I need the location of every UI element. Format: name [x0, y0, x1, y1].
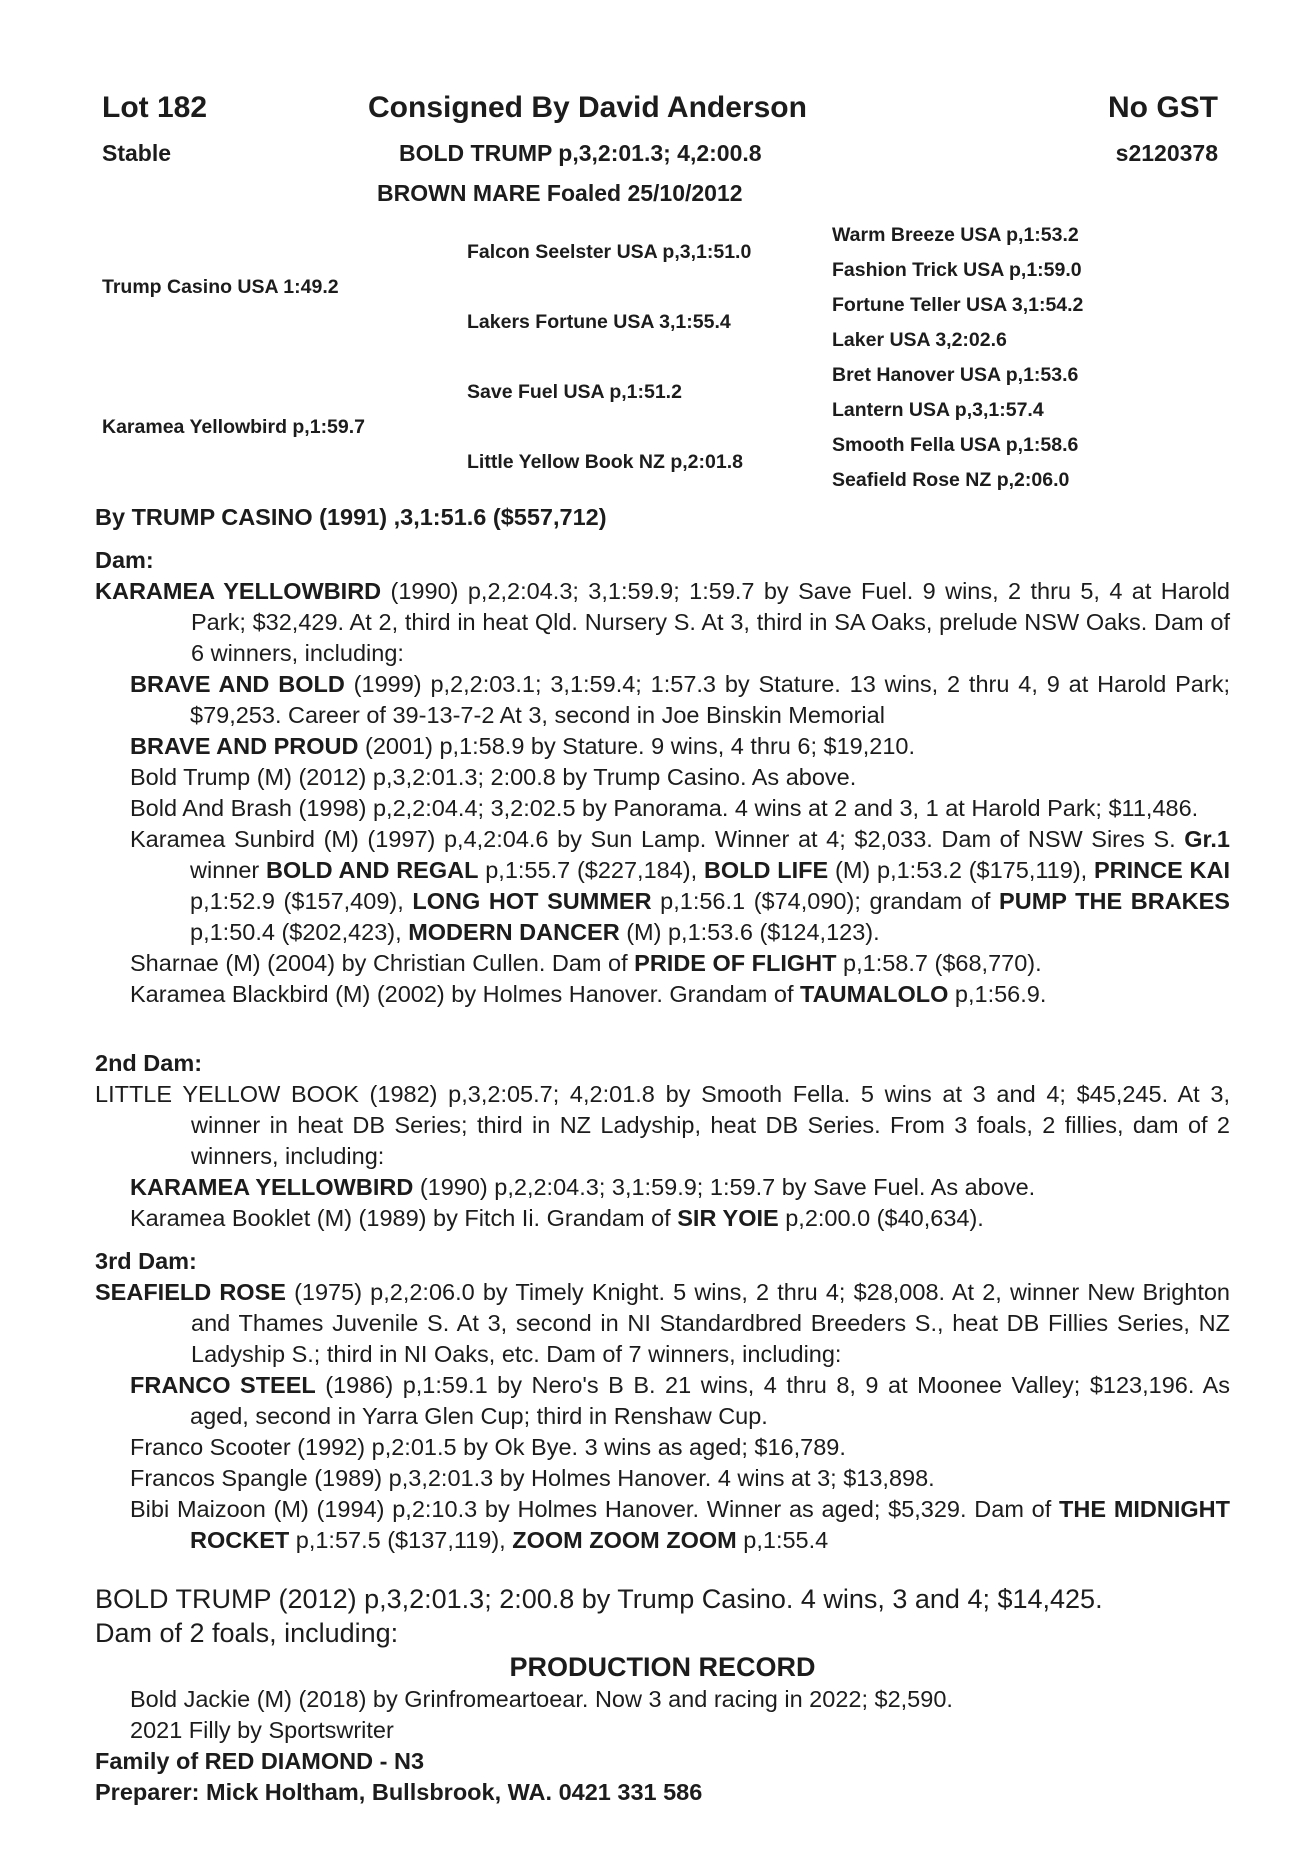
- entry-text: p,2:00.0 ($40,634).: [778, 1205, 984, 1231]
- horse-name: FRANCO STEEL: [130, 1372, 316, 1398]
- preparer-line: Preparer: Mick Holtham, Bullsbrook, WA. 0421 331 586: [95, 1779, 703, 1805]
- horse-name: PUMP THE BRAKES: [999, 888, 1230, 914]
- foal-summary: Dam of 2 foals, including:: [95, 1618, 399, 1648]
- entry-text: Karamea Blackbird (M) (2002) by Holmes Hanover. Grandam of: [130, 981, 801, 1007]
- entry-text: (1986) p,1:59.1 by Nero's B B. 21 wins, 4 thru 8, 9 at Moonee Valley; $123,196. As aged, second in Yarra Glen Cup; third in Renshaw Cup.: [190, 1372, 1231, 1429]
- section-title: Dam:: [95, 547, 154, 573]
- section-title: 2nd Dam:: [95, 1050, 203, 1076]
- production-entry: Bold Jackie (M) (2018) by Grinfromeartoear. Now 3 and racing in 2022; $2,590.: [130, 1686, 953, 1712]
- pedigree-g3-3: Fortune Teller USA 3,1:54.2: [832, 294, 1084, 316]
- entry-text: (1999) p,2,2:03.1; 3,1:59.4; 1:57.3 by Stature. 13 wins, 2 thru 4, 9 at Harold Park; $79,253. Career of 39-13-7-2 At 3, second in Joe Binskin Memorial: [190, 671, 1230, 728]
- horse-name: TAUMALOLO: [800, 981, 949, 1007]
- pedigree-g3-7: Smooth Fella USA p,1:58.6: [832, 434, 1079, 456]
- entry-text: Karamea Sunbird (M) (1997) p,4,2:04.6 by Sun Lamp. Winner at 4; $2,033. Dam of NSW Sires S.: [130, 826, 1185, 852]
- horse-title: BOLD TRUMP p,3,2:01.3; 4,2:00.8: [399, 140, 762, 166]
- dam-entry: LITTLE YELLOW BOOK (1982) p,3,2:05.7; 4,2:01.8 by Smooth Fella. 5 wins at 3 and 4; $45,245. At 3, winner in heat DB Series; third in NZ Ladyship, heat DB Series. From 3 foals, 2 fillies, dam of 2 winners, including:: [95, 1081, 1230, 1169]
- entry-text: p,1:57.5 ($137,119),: [289, 1527, 513, 1553]
- gst-status: No GST: [1108, 91, 1218, 124]
- entry-text: (1990) p,2,2:04.3; 3,1:59.9; 1:59.7 by Save Fuel. As above.: [413, 1174, 1036, 1200]
- production-entry: 2021 Filly by Sportswriter: [130, 1717, 394, 1743]
- second-dam-section: [95, 1048, 1230, 1234]
- grade-label: Gr.1: [1184, 826, 1230, 852]
- pedigree-dam-sire: Save Fuel USA p,1:51.2: [467, 381, 682, 403]
- entry-text: Bibi Maizoon (M) (1994) p,2:10.3 by Holmes Hanover. Winner as aged; $5,329. Dam of: [130, 1496, 1060, 1522]
- pedigree-sire-dam: Lakers Fortune USA 3,1:55.4: [467, 311, 731, 333]
- progeny-entry: [95, 948, 1230, 979]
- progeny-entry: [95, 1370, 1230, 1432]
- entry-text: winner: [190, 857, 267, 883]
- summary-section: [95, 1582, 1230, 1808]
- entry-text: p,1:50.4 ($202,423),: [190, 919, 409, 945]
- entry-text: Sharnae (M) (2004) by Christian Cullen. Dam of: [130, 950, 635, 976]
- production-record-title: PRODUCTION RECORD: [509, 1652, 816, 1682]
- entry-text: p,1:55.7 ($227,184),: [478, 857, 704, 883]
- horse-name: BOLD LIFE: [703, 857, 829, 883]
- horse-name: KARAMEA YELLOWBIRD: [95, 578, 382, 604]
- entry-text: p,1:56.1 ($74,090); grandam of: [651, 888, 1000, 914]
- horse-name: SIR YOIE: [677, 1205, 779, 1231]
- progeny-entry: [95, 669, 1230, 731]
- dam-entry: [95, 1277, 1230, 1370]
- pedigree-g3-1: Warm Breeze USA p,1:53.2: [832, 224, 1079, 246]
- horse-name: PRINCE KAI: [1093, 857, 1231, 883]
- entry-text: p,1:56.9.: [948, 981, 1047, 1007]
- entry-text: p,1:58.7 ($68,770).: [836, 950, 1042, 976]
- progeny-entry: [95, 1494, 1230, 1556]
- location: Stable: [102, 140, 172, 166]
- progeny-entry: [95, 824, 1230, 948]
- horse-name: MODERN DANCER: [408, 919, 620, 945]
- pedigree-dam: Karamea Yellowbird p,1:59.7: [102, 416, 366, 438]
- pedigree-dam-dam: Little Yellow Book NZ p,2:01.8: [467, 451, 743, 473]
- entry-text: (2001) p,1:58.9 by Stature. 9 wins, 4 thru 6; $19,210.: [358, 733, 916, 759]
- progeny-entry: Francos Spangle (1989) p,3,2:01.3 by Holmes Hanover. 4 wins at 3; $13,898.: [130, 1465, 935, 1491]
- progeny-entry: [95, 979, 1230, 1010]
- horse-name: ZOOM ZOOM ZOOM: [512, 1527, 737, 1553]
- horse-name: BRAVE AND PROUD: [130, 733, 359, 759]
- third-dam-section: [95, 1246, 1230, 1556]
- pedigree-g3-4: Laker USA 3,2:02.6: [832, 329, 1007, 351]
- section-title: 3rd Dam:: [95, 1248, 197, 1274]
- entry-text: p,1:52.9 ($157,409),: [190, 888, 413, 914]
- progeny-entry: Bold And Brash (1998) p,2,2:04.4; 3,2:02.5 by Panorama. 4 wins at 2 and 3, 1 at Harold Park; $11,486.: [130, 795, 1199, 821]
- progeny-entry: Franco Scooter (1992) p,2:01.5 by Ok Bye. 3 wins as aged; $16,789.: [130, 1434, 846, 1460]
- horse-name: THE MIDNIGHT ROCKET: [190, 1496, 1230, 1553]
- horse-name: SEAFIELD ROSE: [95, 1279, 286, 1305]
- entry-text: (1990) p,2,2:04.3; 3,1:59.9; 1:59.7 by Save Fuel. 9 wins, 2 thru 5, 4 at Harold Park; $32,429. At 2, third in heat Qld. Nursery S. At 3, third in SA Oaks, prelude NSW Oaks. Dam of 6 winners, including:: [191, 578, 1230, 666]
- progeny-entry: Bold Trump (M) (2012) p,3,2:01.3; 2:00.8 by Trump Casino. As above.: [130, 764, 857, 790]
- progeny-entry: [95, 1203, 1230, 1234]
- horse-name: KARAMEA YELLOWBIRD: [130, 1174, 414, 1200]
- entry-text: Karamea Booklet (M) (1989) by Fitch Ii. Grandam of: [130, 1205, 678, 1231]
- dam-section: [95, 545, 1230, 1010]
- consignor: Consigned By David Anderson: [368, 91, 807, 124]
- horse-name: BRAVE AND BOLD: [130, 671, 345, 697]
- progeny-entry: [95, 731, 1230, 762]
- pedigree-g3-8: Seafield Rose NZ p,2:06.0: [832, 469, 1070, 491]
- lot-number: Lot 182: [102, 91, 208, 124]
- pedigree-g3-5: Bret Hanover USA p,1:53.6: [832, 364, 1079, 386]
- pedigree-sire: Trump Casino USA 1:49.2: [102, 276, 339, 298]
- family-line: Family of RED DIAMOND - N3: [95, 1748, 425, 1774]
- dam-entry: [95, 576, 1230, 669]
- horse-name: LONG HOT SUMMER: [412, 888, 652, 914]
- horse-description: BROWN MARE Foaled 25/10/2012: [377, 180, 743, 206]
- horse-summary: BOLD TRUMP (2012) p,3,2:01.3; 2:00.8 by Trump Casino. 4 wins, 3 and 4; $14,425.: [95, 1584, 1103, 1614]
- entry-text: p,1:55.4: [736, 1527, 829, 1553]
- sale-id: s2120378: [1115, 140, 1218, 166]
- horse-name: BOLD AND REGAL: [266, 857, 479, 883]
- pedigree-g3-2: Fashion Trick USA p,1:59.0: [832, 259, 1082, 281]
- sire-summary: By TRUMP CASINO (1991) ,3,1:51.6 ($557,712): [95, 504, 607, 530]
- progeny-entry: [95, 1172, 1230, 1203]
- pedigree-g3-6: Lantern USA p,3,1:57.4: [832, 399, 1044, 421]
- pedigree-sire-sire: Falcon Seelster USA p,3,1:51.0: [467, 241, 752, 263]
- entry-text: (M) p,1:53.2 ($175,119),: [828, 857, 1094, 883]
- entry-text: (1975) p,2,2:06.0 by Timely Knight. 5 wins, 2 thru 4; $28,008. At 2, winner New Brighton and Thames Juvenile S. At 3, second in NI Standardbred Breeders S., heat DB Fillies Series, NZ Ladyship S.; third in NI Oaks, etc. Dam of 7 winners, including:: [191, 1279, 1230, 1367]
- horse-name: PRIDE OF FLIGHT: [634, 950, 837, 976]
- entry-text: (M) p,1:53.6 ($124,123).: [619, 919, 880, 945]
